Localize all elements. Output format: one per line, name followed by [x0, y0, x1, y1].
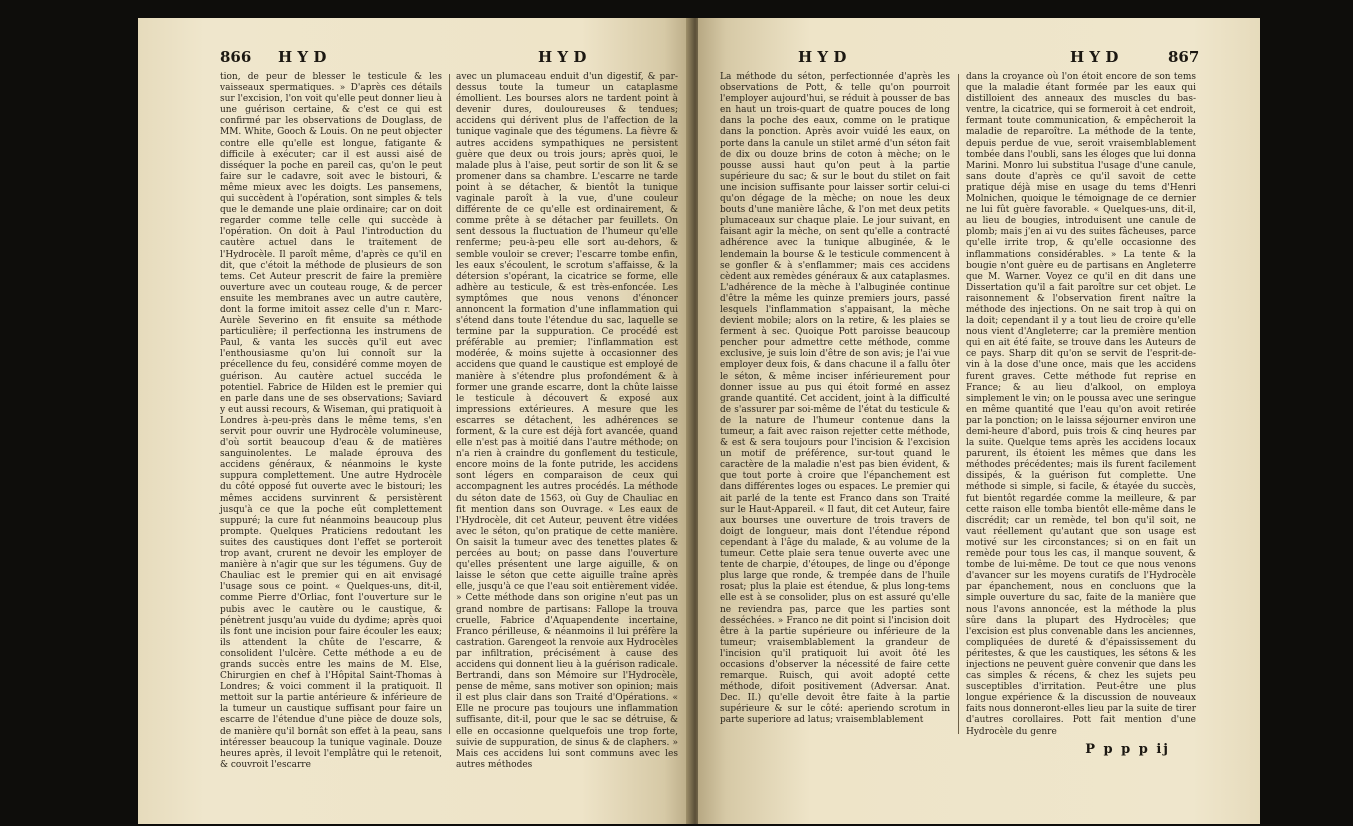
running-head-right: H Y D [538, 48, 587, 66]
left-page [138, 18, 692, 824]
right-column-2: dans la croyance où l'on étoit encore de son tems que la maladie étant formée par les eaux qui distilloient des anneaux des muscles du bas-ventre, la cicatrice, qui se formeroit à cet endroit, fermant toute communication, & empêcheroit la maladie de reparoître. La méthode de la tente, depuis perdue de vue, seroit vraisemblablement tombée dans l'oubli, sans les éloges que lui donna Marini. Monro lui substitua l'usage d'une canule, sans doute d'après ce qu'il savoit de cette pratique déjà mise en usage du tems d'Henri Molnichen, quoique le témoignage de ce dernier ne lui fût guère favorable. « Quelques-uns, dit-il, au lieu de bougies, introduisent une canule de plomb; mais j'en ai vu des suites fâcheuses, parce qu'elle irrite trop, & qu'elle occasionne des inflammations considérables. » La tente & la bougie n'ont guère eu de partisans en Angleterre que M. Warner. Voyez ce qu'il en dit dans une Dissertation qu'il a fait paroître sur cet objet. Le raisonnement & l'observation firent naître la méthode des injections. On ne sait trop à qui on la doit; cependant il y a tout lieu de croire qu'elle nous vient d'Angleterre; car la première mention qui en ait été faite, se trouve dans les Auteurs de ce pays. Sharp dit qu'on se servit de l'esprit-de-vin à la dose d'une once, mais que les accidens furent graves. Cette méthode fut reprise en France; & au lieu d'alkool, on employa simplement le vin; on le poussa avec une seringue en même quantité que l'eau qu'on avoit retirée par la ponction; on le laissa séjourner environ une demi-heure d'abord, puis trois & cinq heures par la suite. Quelque tems après les accidens locaux parurent, ils étoient les mêmes que dans les méthodes précédentes; mais ils furent facilement dissipés, & la guérison fut complette. Une méthode si simple, si facile, & étayée du succès, fut bientôt regardée comme la meilleure, & par cette raison elle tomba bientôt elle-même dans le discrédit; car un remède, tel bon qu'il soit, ne vaut réellement qu'autant que son usage est motivé sur les circonstances; si on en fait un remède pour tous les cas, il manque souvent, & tombe de lui-même. De tout ce que nous venons d'avancer sur les moyens curatifs de l'Hydrocèle par épanchement, nous en concluons que la simple ouverture du sac, faite de la manière que nous l'avons annoncée, est la méthode la plus sûre dans la plupart des Hydrocèles; que l'excision est plus convenable dans les anciennes, compliquées de dureté & d'épaississement du péritestes, & que les caustiques, les sétons & les injections ne peuvent guère convenir que dans les cas simples & récens, & chez les sujets peu susceptibles d'irritation. Peut-être une plus longue expérience & la discussion de nouveaux faits nous donneront-elles lieu par la suite de tirer d'autres corollaires. Pott fait mention d'une Hydrocèle du genre [966, 72, 1196, 737]
page-number: 866 [220, 48, 252, 66]
left-column-1: tion, de peur de blesser le testicule & les vaisseaux spermatiques. » D'après ces détails sur l'excision, l'on voit qu'elle peut donner lieu à une guérison certaine, & c'est ce qui est confirmé par les observations de Douglass, de MM. White, Gooch & Louis. On ne peut objecter contre elle qu'elle est longue, fatigante & difficile à exécuter; car il est aussi aisé de disséquer la poche en pareil cas, qu'on le peut faire sur le cadavre, soit avec le bistouri, & même mieux avec les doigts. Les pansemens, qui succèdent à l'opération, sont simples & tels que le demande une plaie ordinaire; car on doit regarder comme telle celle qui succède à l'opération. On doit à Paul l'introduction du cautère actuel dans le traitement de l'Hydrocèle. Il paroît même, d'après ce qu'il en dit, que c'étoit la méthode de plusieurs de son tems. Cet Auteur prescrit de faire la première ouverture avec un couteau rouge, & de percer ensuite les membranes avec un autre cautère, dont la forme imitoit assez celle d'un r. Marc-Aurèle Severino en fit ensuite sa méthode particulière; il perfectionna les instrumens de Paul, & vanta les succès qu'il eut avec l'enthousiasme qu'on lui connoît sur la précellence du feu, considéré comme moyen de guérison. Au cautère actuel succéda le potentiel. Fabrice de Hilden est le premier qui en parle dans une de ses observations; Saviard y eut aussi recours, & Wiseman, qui pratiquoit à Londres à-peu-près dans le même tems, s'en servit pour ouvrir une Hydrocèle volumineuse, d'où sortit beaucoup d'eau & de matières sanguinolentes. Le malade éprouva des accidens généraux, & néanmoins le kyste suppura complettement. Une autre Hydrocèle du côté opposé fut ouverte avec le bistouri; les mêmes accidens survinrent & persistèrent jusqu'à ce que la poche eût complettement suppuré; la cure fut néanmoins beaucoup plus prompte. Quelques Praticiens redoutant les suites des caustiques dont l'effet se porteroit trop avant, crurent ne devoir les employer de manière à n'agir que sur les tégumens. Guy de Chauliac est le premier qui en ait envisagé l'usage sous ce point. « Quelques-uns, dit-il, comme Pierre d'Orliac, font l'ouverture sur le pubis avec le cautère ou le caustique, & pénètrent jusqu'au vuide du dydime; après quoi ils font une incision pour faire écouler les eaux; ils attendent la chûte de l'escarre, & consolident l'ulcère. Cette méthode a eu de grands succès entre les mains de M. Else, Chirurgien en chef à l'Hôpital Saint-Thomas à Londres; & voici comment il la pratiquoit. Il mettoit sur la partie antérieure & inférieure de la tumeur un caustique suffisant pour faire un escarre de l'étendue d'une pièce de douze sols, de manière qu'il bornât son effet à la peau, sans intéresser beaucoup la tunique vaginale. Douze heures après, il levoit l'emplâtre qui le retenoit, & couvroit l'escarre [220, 72, 443, 770]
right-running-head [698, 48, 1260, 68]
book-spread [138, 18, 1260, 824]
column-divider [449, 74, 450, 734]
right-page [698, 18, 1260, 824]
left-column-2: avec un plumaceau enduit d'un digestif, & par-dessus toute la tumeur un cataplasme émollient. Les bourses alors ne tardent point à devenir dures, douloureuses & tendues; accidens qui dérivent plus de l'affection de la tunique vaginale que des tégumens. La fièvre & autres accidens sympathiques ne persistent guère que deux ou trois jours; après quoi, le malade plus à l'aise, peut sortir de son lit & se promener dans sa chambre. L'escarre ne tarde point à se détacher, & bientôt la tunique vaginale paroît à la vue, d'une couleur différente de ce qu'elle est ordinairement, & comme prête à se détacher par feuillets. On sent dessous la fluctuation de l'humeur qu'elle renferme; peu-à-peu elle sort au-dehors, & semble vouloir se crever; l'escarre tombe enfin, les eaux s'écoulent, le scrotum s'affaisse, & la détersion s'opérant, la cicatrice se forme, elle adhère au testicule, & est très-enfoncée. Les symptômes que nous venons d'énoncer annoncent la formation d'une inflammation qui s'étend dans toute l'étendue du sac, laquelle se termine par la suppuration. Ce procédé est préférable au premier; l'inflammation est modérée, & moins sujette à occasionner des accidens que quand le caustique est employé de manière à s'étendre plus profondément & à former une grande escarre, dont la chûte laisse le testicule à découvert & exposé aux impressions extérieures. A mesure que les escarres se détachent, les adhérences se forment, & la cure est déjà fort avancée, quand elle n'est pas à moitié dans l'autre méthode; on n'a rien à craindre du gonflement du testicule, encore moins de la fonte putride, les accidens sont légers en comparaison de ceux qui accompagnent les autres procédés. La méthode du séton date de 1563, où Guy de Chauliac en fit mention dans son Ouvrage. « Les eaux de l'Hydrocèle, dit cet Auteur, peuvent être vidées avec le séton, qu'on pratique de cette manière. On saisit la tumeur avec des tenettes plates & percées au bout; on passe dans l'ouverture qu'elles présentent une large aiguille, & on laisse le séton que cette aiguille traîne après elle, jusqu'à ce que l'eau soit entièrement vidée. » Cette méthode dans son origine n'eut pas un grand nombre de partisans: Fallope la trouva cruelle, Fabrice d'Aquapendente incertaine, Franco périlleuse, & néanmoins il lui préfère la castration. Garengeot la renvoie aux Hydrocèles par infiltration, précisément à cause des accidens qui donnent lieu à la guérison radicale. Bertrandi, dans son Mémoire sur l'Hydrocèle, pense de même, sans motiver son opinion; mais il est plus clair dans son Traité d'Opérations. « Elle ne procure pas toujours une inflammation suffisante, dit-il, pour que le sac se détruise, & elle en occasionne quelquefois une trop forte, suivie de suppuration, de sinus & de claphers. » Mais ces accidens lui sont communs avec les autres méthodes [456, 72, 678, 770]
signature-mark: P p p p ij [1085, 742, 1170, 757]
running-head-right: H Y D [1070, 48, 1119, 66]
left-running-head [138, 48, 692, 68]
running-head-left: H Y D [798, 48, 847, 66]
right-column-1: La méthode du séton, perfectionnée d'après les observations de Pott, & telle qu'on pourroit l'employer aujourd'hui, se réduit à pousser de bas en haut un trois-quart de quatre pouces de long dans la poche des eaux, comme on le pratique dans la ponction. Après avoir vuidé les eaux, on porte dans la canule un stilet armé d'un séton fait de dix ou douze brins de coton à mèche; on le pousse aussi haut qu'on peut à la partie supérieure du sac; & sur le bout du stilet on fait une incision suffisante pour laisser sortir celui-ci qu'on dégage de la mèche; on noue les deux bouts d'une manière lâche, & l'on met deux petits plumaceaux sur chaque plaie. Le jour suivant, en faisant agir la mèche, on sent qu'elle a contracté adhérence avec la tunique albuginée, & le lendemain la bourse & le testicule commencent à se gonfler & à s'enflammer; mais ces accidens cèdent aux remèdes généraux & aux cataplasmes. L'adhérence de la mèche à l'albuginée continue d'être la même les quinze premiers jours, passé lesquels l'inflammation s'appaisant, la mèche devient mobile; alors on la retire, & les plaies se ferment à sec. Quoique Pott paroisse beaucoup pencher pour admettre cette méthode, comme exclusive, je suis loin d'être de son avis; je l'ai vue employer deux fois, & dans chacune il a fallu ôter le séton, & même inciser inférieurement pour donner issue au pus qui étoit formé en assez grande quantité. Cet accident, joint à la difficulté de s'assurer par soi-même de l'état du testicule & de la nature de l'humeur contenue dans la tumeur, a fait avec raison rejetter cette méthode, & est & sera toujours pour l'incision & l'excision un motif de préférence, sur-tout quand le caractère de la maladie n'est pas bien évident, & que tout porte à croire que l'épanchement est dans différentes loges ou espaces. Le premier qui ait parlé de la tente est Franco dans son Traité sur le Haut-Appareil. « Il faut, dit cet Auteur, faire aux bourses une ouverture de trois travers de doigt de longueur, mais dont l'étendue répond cependant à l'âge du malade, & au volume de la tumeur. Cette plaie sera tenue ouverte avec une tente de charpie, d'étoupes, de linge ou d'éponge plus large que ronde, & trempée dans de l'huile rosat; plus la plaie est étendue, & plus long-tems elle est à se consolider, plus on est assuré qu'elle ne reviendra pas, parce que les parties sont desséchées. » Franco ne dit point si l'incision doit être à la partie supérieure ou inférieure de la tumeur; vraisemblablement la grandeur de l'incision qu'il pratiquoit lui avoit ôté les occasions d'observer la nécessité de faire cette remarque. Ruisch, qui avoit adopté cette méthode, difoit positivement (Adversar. Anat. Dec. II.) qu'elle devoit être faite à la partie supérieure & sur le côté: aperiendo scrotum in parte superiore ad latus; vraisemblablement [720, 72, 950, 726]
running-head-left: H Y D [278, 48, 327, 66]
column-divider [958, 74, 959, 734]
page-number: 867 [1168, 48, 1200, 66]
